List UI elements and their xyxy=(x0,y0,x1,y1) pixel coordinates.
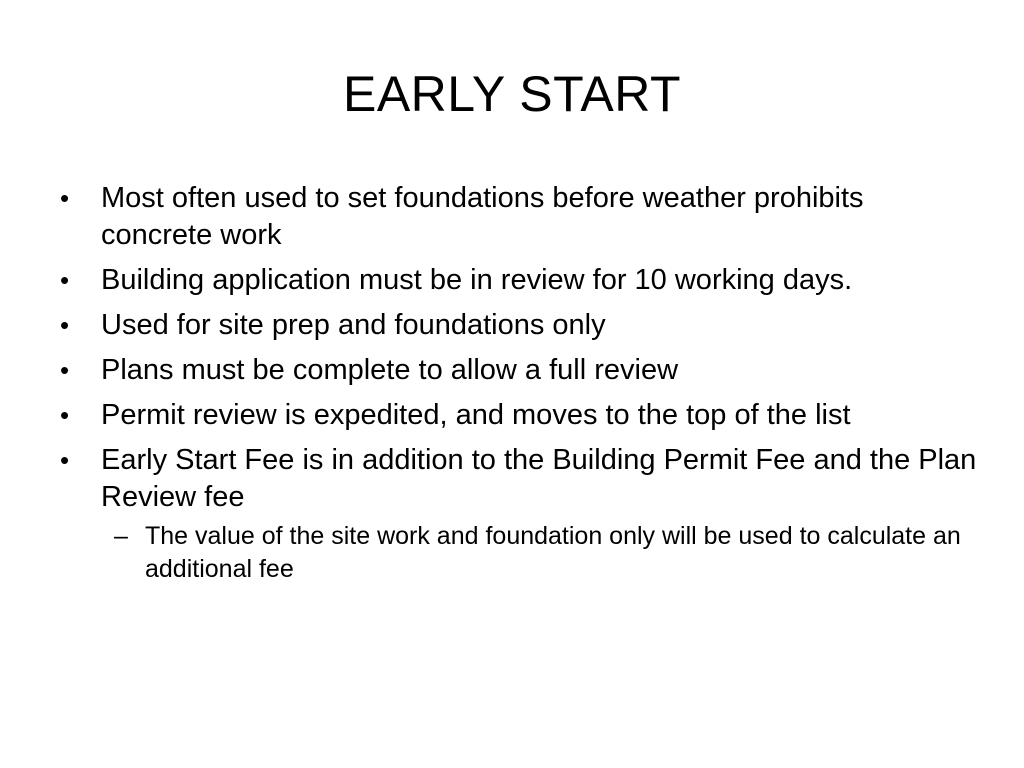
bullet-icon: • xyxy=(60,265,70,295)
bullet-text: Most often used to set foundations before weather prohibits concrete work xyxy=(101,182,864,251)
bullet-item xyxy=(58,397,978,434)
bullet-icon: • xyxy=(60,310,70,340)
bullet-icon: • xyxy=(60,400,70,430)
bullet-item xyxy=(58,307,978,344)
slide-content xyxy=(58,180,978,594)
bullet-item xyxy=(58,262,978,299)
bullet-text: Plans must be complete to allow a full review xyxy=(101,354,679,386)
sub-bullet-list xyxy=(101,520,978,586)
sub-bullet-item xyxy=(101,520,978,586)
bullet-text: Building application must be in review for 10 working days. xyxy=(101,264,853,296)
bullet-list xyxy=(58,180,978,586)
dash-icon: – xyxy=(114,522,128,550)
bullet-text: Permit review is expedited, and moves to the top of the list xyxy=(101,399,851,431)
bullet-icon: • xyxy=(60,355,70,385)
bullet-item xyxy=(58,352,978,389)
sub-bullet-text: The value of the site work and foundation only will be used to calculate an additional fee xyxy=(145,522,961,583)
bullet-icon: • xyxy=(60,445,70,475)
bullet-icon: • xyxy=(60,183,70,213)
bullet-text: Early Start Fee is in addition to the Building Permit Fee and the Plan Review fee xyxy=(101,444,977,513)
bullet-text: Used for site prep and foundations only xyxy=(101,309,606,341)
slide-title: EARLY START xyxy=(342,66,682,122)
bullet-item xyxy=(58,442,978,586)
bullet-item xyxy=(58,180,978,254)
